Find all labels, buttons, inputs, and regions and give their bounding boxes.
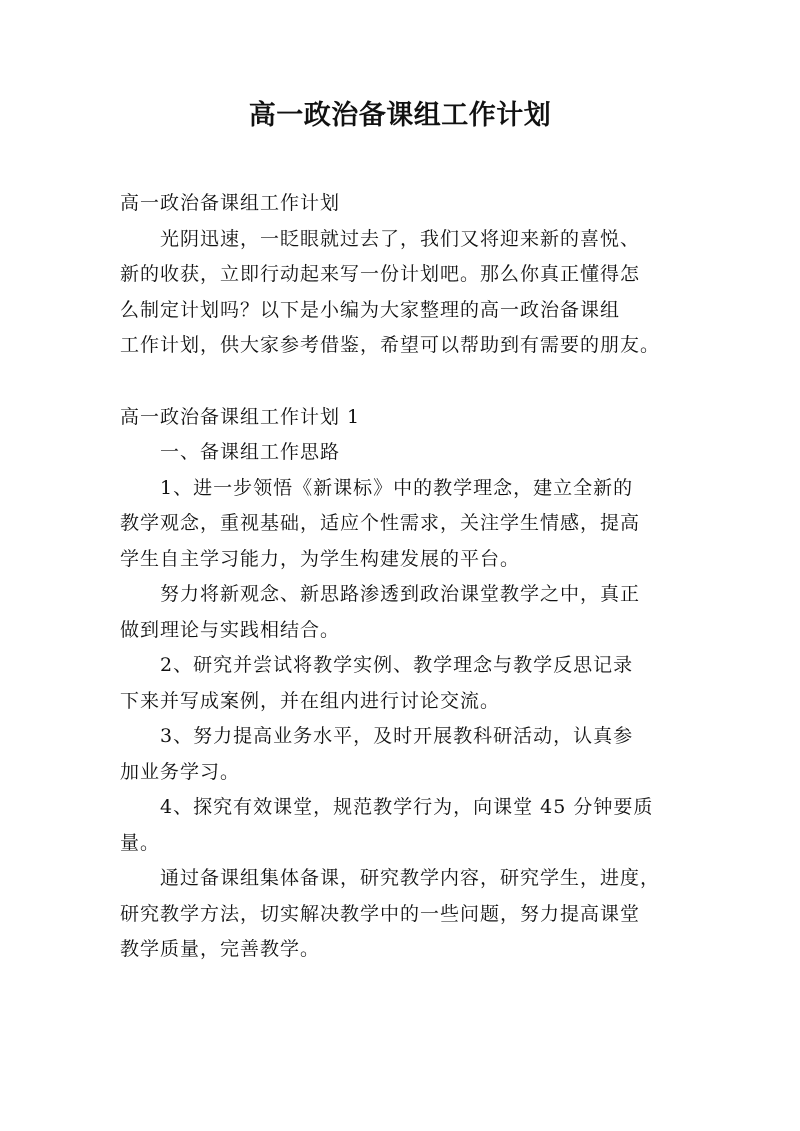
paragraph-gap bbox=[120, 364, 682, 400]
paragraph-line: 3、努力提高业务水平，及时开展教科研活动，认真参 bbox=[160, 725, 634, 747]
intro-line: 工作计划，供大家参考借鉴，希望可以帮助到有需要的朋友。 bbox=[120, 334, 661, 356]
paragraph-line: 教学观念，重视基础，适应个性需求，关注学生情感，提高 bbox=[120, 512, 641, 534]
subsection-heading: 一、备课组工作思路 bbox=[160, 441, 341, 463]
paragraph-line: 量。 bbox=[120, 831, 161, 854]
document-title: 高一政治备课组工作计划 bbox=[248, 100, 552, 131]
paragraph-line: 努力将新观念、新思路渗透到政治课堂教学之中，真正 bbox=[160, 583, 641, 605]
paragraph-line: 4、探究有效课堂，规范教学行为，向课堂 45 分钟要质 bbox=[160, 796, 654, 818]
intro-line: 新的收获，立即行动起来写一份计划吧。那么你真正懂得怎 bbox=[120, 263, 641, 285]
paragraph-line: 通过备课组集体备课，研究教学内容，研究学生，进度， bbox=[160, 867, 661, 889]
paragraph-line: 研究教学方法，切实解决教学中的一些问题，努力提高课堂 bbox=[120, 902, 641, 925]
paragraph-line: 学生自主学习能力，为学生构建发展的平台。 bbox=[120, 547, 521, 570]
paragraph-line: 教学质量，完善教学。 bbox=[120, 938, 321, 960]
paragraph-line: 做到理论与实践相结合。 bbox=[120, 618, 341, 641]
paragraph-line: 2、研究并尝试将教学实例、教学理念与教学反思记录 bbox=[160, 654, 634, 676]
paragraph-line: 下来并写成案例，并在组内进行讨论交流。 bbox=[120, 689, 501, 712]
subtitle: 高一政治备课组工作计划 bbox=[120, 192, 341, 214]
intro-line: 么制定计划吗？以下是小编为大家整理的高一政治备课组 bbox=[120, 298, 621, 321]
document-body bbox=[120, 186, 682, 968]
section-heading: 高一政治备课组工作计划 1 bbox=[120, 405, 361, 428]
paragraph-line: 加业务学习。 bbox=[120, 760, 241, 783]
paragraph-line: 1、进一步领悟《新课标》中的教学理念，建立全新的 bbox=[160, 476, 634, 499]
intro-line: 光阴迅速，一眨眼就过去了，我们又将迎来新的喜悦、 bbox=[160, 227, 641, 250]
